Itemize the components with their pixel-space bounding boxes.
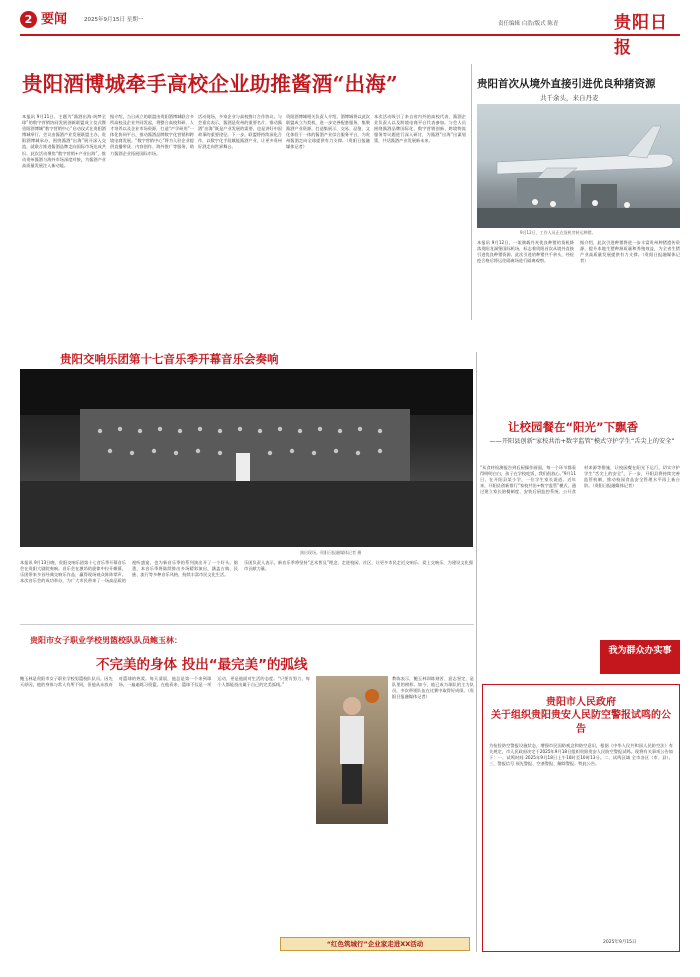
pig-headline: 贵阳首次从境外直接引进优良种猪资源 <box>477 78 656 90</box>
basketball-kicker: 贵阳市女子职业学校男篮校队队员鲍玉林： <box>30 636 182 645</box>
concert-body-right: 乐团负责人表示，新音乐季将坚持“艺术普及”理念，走进校园、社区，让更多市民走近交响乐、爱上交响乐，为建设文化强市贡献力量。 <box>244 560 473 572</box>
lead-col-2: 据介绍，当日成立的联盟由贵阳酒博城联合多所高校及企业共同发起，将整合高校科研、人才培养以及企业市场资源，打造“产学研用”一体化协同平台，推动酱酒品牌数字化营销和跨境电商发展。“数字营销中心”将为入驻企业提供直播带货、内容创作、海外推广等服务，助力酱酒企业拓展国际市场。 <box>110 114 194 156</box>
basketball-headline: 不完美的身体 投出“最完美”的弧线 <box>96 657 308 673</box>
notice-org: 贵阳市人民政府 <box>546 697 616 708</box>
aircraft-illustration <box>477 104 680 228</box>
airport-cargo-photo <box>477 104 680 228</box>
masthead <box>20 8 680 58</box>
player-illustration <box>316 676 388 824</box>
pig-subhead: 共千余头，来自丹麦 <box>540 94 599 102</box>
right-column-divider <box>476 352 477 952</box>
lead-headline: 贵阳酒博城牵手高校企业助推酱酒“出海” <box>22 72 398 96</box>
concert-body-left: 本报讯 9月13日晚，贵阳交响乐团第十七音乐季开幕音乐会在贵阳大剧院奏响。音乐会在激昂的旋律中拉开帷幕，乐团带来多首经典交响乐作品，赢得现场观众阵阵掌声。本次音乐会的成功举办，为广大市民带来了一场高品质的视听盛宴，也为新音乐季的系列演出开了一个好头。据悉，本音乐季将陆续推出多场精彩演出，涵盖古典、民族、流行等多种音乐风格，持续丰富市民文化生活。 <box>20 560 238 584</box>
basketball-body: 鲍玉林是贵阳市女子职业学校男篮校队队员。因先天原因，他的身体与常人有所不同，但他从未放弃对篮球的热爱。每天清晨，他总是第一个来到球场，一遍遍练习投篮。在他看来，篮球不仅是一项运动，更是他面对生活的态度。“只要肯努力，每个人都能投出属于自己的完美弧线。” <box>20 676 310 688</box>
editors-line: 责任编辑 白浩/版式 陈青 <box>498 21 559 27</box>
lead-col-4: 贵阳酒博城相关负责人介绍，酒博城将以此次联盟成立为契机，进一步完善配套服务，集聚酱酒产业资源，打造集展示、交易、品鉴、文化体验于一体的酱酒产业综合服务平台，为贵州酱酒走向全球提供有力支撑。（贵阳日报融媒体记者） <box>286 114 370 150</box>
basketball-body-2: 教练表示，鲍玉林训练刻苦、意志坚定，是队里的榜样。如今，他已成为球队的主力队员，多次带领队伍在比赛中取得好成绩。（贵阳日报融媒体记者） <box>392 676 474 700</box>
lead-col-3: 活动现场，多家企业与高校签订合作协议。与会嘉宾表示，酱酒是贵州的重要名片，推动酱酒“出海”既是产业发展的需要，也是讲好中国故事的重要途径。下一步，联盟将持续深化合作，以数字化手段赋能酱酒产业，让更多贵州好酒走向世界舞台。 <box>198 114 282 150</box>
pig-body-right: 据介绍，此次引进种猪将进一步丰富贵州种猪遗传资源，提升本地生猪种源质量和养殖效益，为全省生猪产业高质量发展提供有力支撑。（贵阳日报融媒体记者） <box>580 240 680 264</box>
school-body: “从食材检测报告到后厨操作画面，每一个环节都看得明明白白，孩子在学校吃饭，我们很放心。”9月11日，在开阳县某小学，一位学生家长说道。近年来，开阳县创新推行“家校共治+数字监管”模式，通过建立家长陪餐制度、安装后厨监控系统、公开食材来源等措施，让校园餐在阳光下运行，切实守护学生“舌尖上的安全”。下一步，开阳县将持续完善监管机制，推动校园食品安全管理水平再上新台阶。（贵阳日报融媒体记者） <box>480 465 680 495</box>
notice-title: 关于组织贵阳贵安人民防空警报试鸣的公告 <box>491 710 671 735</box>
basketball-player-photo <box>316 676 388 824</box>
page-number-badge: 2 <box>20 11 37 28</box>
promo-banner: “红色筑城行”企业家走进XX活动 <box>280 937 470 951</box>
concert-headline: 贵阳交响乐团第十七音乐季开幕音乐会奏响 <box>60 352 279 366</box>
masthead-logo: 贵阳日报 <box>614 13 668 58</box>
service-banner: 我为群众办实事 <box>600 640 680 674</box>
basketball-top-rule <box>20 624 474 625</box>
masthead-rule <box>20 34 680 36</box>
notice-date: 2025年9月15日 <box>603 940 637 945</box>
date-line: 2025年9月15日 星期一 <box>84 17 144 23</box>
notice-box <box>482 684 680 952</box>
lead-col-1: 本报讯 9月11日，主题为“酱酒出海·筑梦全球”的数字营销协同发展创新联盟成立仪式暨贵阳酒博城“数字营销中心”启动仪式在贵阳酒博城举行。会议由酱酒产业发展联盟主办，贵阳酒博城承办，围绕酱酒“出海”展开深入交流，就联合推进酱酒品牌走向国际市场达成共识。此次活动聚焦“数字营销+产业出海”，推动贵州酱酒与海外市场深度对接，为酱酒产业高质量发展注入新动能。 <box>22 114 106 168</box>
pig-body-left: 本报讯 9月12日，一架满载丹麦优良种猪的货机降落贵阳龙洞堡国际机场，标志着贵阳首次从境外直接引进优良种猪资源。此次引进的种猪共千余头，经检疫合格后将运往隔离场进行隔离观察。 <box>477 240 574 264</box>
lead-divider <box>471 64 472 320</box>
pig-photo-caption: 9月12日，工作人员正在货机旁转运种猪。 <box>520 230 596 235</box>
concert-photo <box>20 369 473 547</box>
orchestra-illustration <box>20 369 473 547</box>
section-name: 要闻 <box>41 12 68 27</box>
notice-body: 为检验防空警报设施状态，增强市民国防观念和防空意识，根据《中华人民共和国人民防空法》有关规定，市人民政府决定于2025年9月18日组织贵阳贵安人民防空警报试鸣。现将有关事项公告如下：一、试鸣时间 2025年9月18日上午10时至10时13分。二、试鸣区域 全市各区（市、县）。三、警报信号 预先警报、空袭警报、解除警报。特此公告。 <box>489 743 673 767</box>
concert-photo-caption: 演出现场。贵阳日报融媒体记者 摄 <box>300 550 362 555</box>
lead-col-5: 本次活动吸引了来自省内外的高校代表、酱酒企业负责人以及跨境电商平台代表参加。与会人员围绕酱酒品牌国际化、数字营销创新、跨境物流服务等议题进行深入研讨，为酱酒“出海”出谋划策，共话酱酒产业发展新未来。 <box>374 114 466 144</box>
school-subhead: ——开阳县创新“家校共治+数字监管”模式守护学生“舌尖上的安全” <box>489 438 675 445</box>
school-headline: 让校园餐在“阳光”下飘香 <box>508 420 639 434</box>
